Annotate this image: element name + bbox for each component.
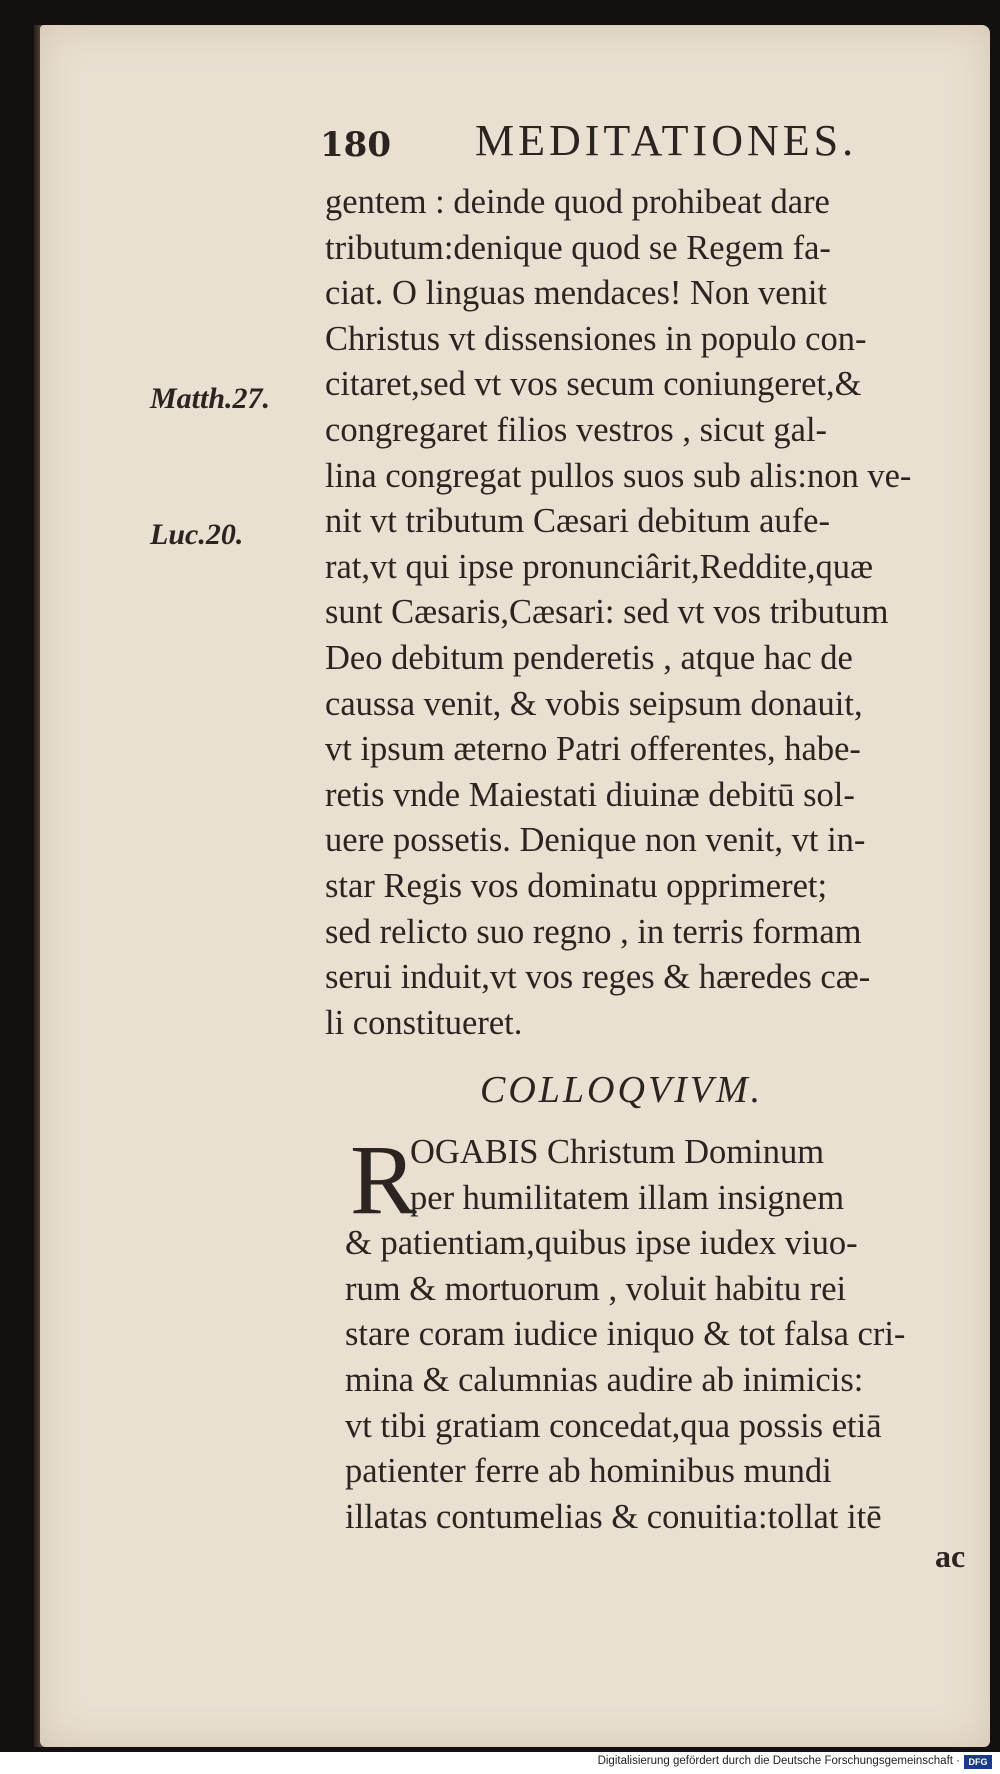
dfg-logo: DFG (964, 1755, 992, 1769)
colloquium-heading: COLLOQVIVM. (480, 1069, 764, 1111)
text-line: mina & calumnias audire ab inimicis: (345, 1360, 864, 1399)
page-header (320, 115, 920, 175)
drop-cap: R (350, 1124, 417, 1235)
text-line: sunt Cæsaris,Cæsari: sed vt vos tributum (325, 593, 889, 632)
text-line: nit vt tributum Cæsari debitum aufe- (325, 502, 830, 541)
text-line: tributum:denique quod se Regem fa- (325, 228, 831, 267)
text-line: rum & mortuorum , voluit habitu rei (345, 1269, 847, 1308)
text-line: citaret,sed vt vos secum coniungeret,& (325, 365, 862, 404)
digitization-footer (0, 1752, 1000, 1774)
text-line: star Regis vos dominatu opprimeret; (325, 866, 828, 905)
text-line: Deo debitum penderetis , atque hac de (325, 638, 853, 677)
text-line: lina congregat pullos suos sub alis:non ve- (325, 456, 912, 495)
text-line: ciat. O linguas mendaces! Non venit (325, 274, 828, 313)
text-line: gentem : deinde quod prohibeat dare (325, 183, 830, 221)
text-line: sed relicto suo regno , in terris formam (325, 912, 862, 951)
body-text (325, 180, 965, 1046)
margin-note-matth: Matth.27. (150, 382, 271, 415)
text-line: uere possetis. Denique non venit, vt in- (325, 821, 866, 860)
text-line: patienter ferre ab hominibus mundi (345, 1452, 832, 1491)
text-line: & patientiam,quibus ipse iudex viuo- (345, 1224, 858, 1263)
text-line: retis vnde Maiestati diuinæ debitū sol- (325, 775, 855, 814)
text-line: serui induit,vt vos reges & hæredes cæ- (325, 958, 871, 997)
text-line: li constitueret. (325, 1003, 523, 1042)
margin-note-luc: Luc.20. (150, 518, 244, 551)
text-line: OGABIS Christum Dominum (410, 1133, 825, 1171)
page-number: 180 (320, 125, 391, 165)
text-line: illatas contumelias & conuitia:tollat itē (345, 1497, 882, 1536)
text-line: stare coram iudice iniquo & tot falsa cri- (345, 1315, 906, 1354)
text-line: Christus vt dissensiones in populo con- (325, 319, 867, 358)
text-line: vt tibi gratiam concedat,qua possis etiā (345, 1406, 882, 1445)
catchword: ac (935, 1538, 966, 1574)
text-line: vt ipsum æterno Patri offerentes, habe- (325, 730, 861, 769)
text-line: congregaret filios vestros , sicut gal- (325, 410, 828, 449)
funding-notice: Digitalisierung gefördert durch die Deutsche Forschungsgemeinschaft · (597, 1755, 960, 1767)
running-title: MEDITATIONES. (475, 116, 858, 165)
text-line: per humilitatem illam insignem (410, 1178, 845, 1217)
text-line: caussa venit, & vobis seipsum donauit, (325, 684, 863, 723)
colloquium-text (345, 1124, 965, 1540)
text-line: rat,vt qui ipse pronunciârit,Reddite,quæ (325, 547, 874, 586)
